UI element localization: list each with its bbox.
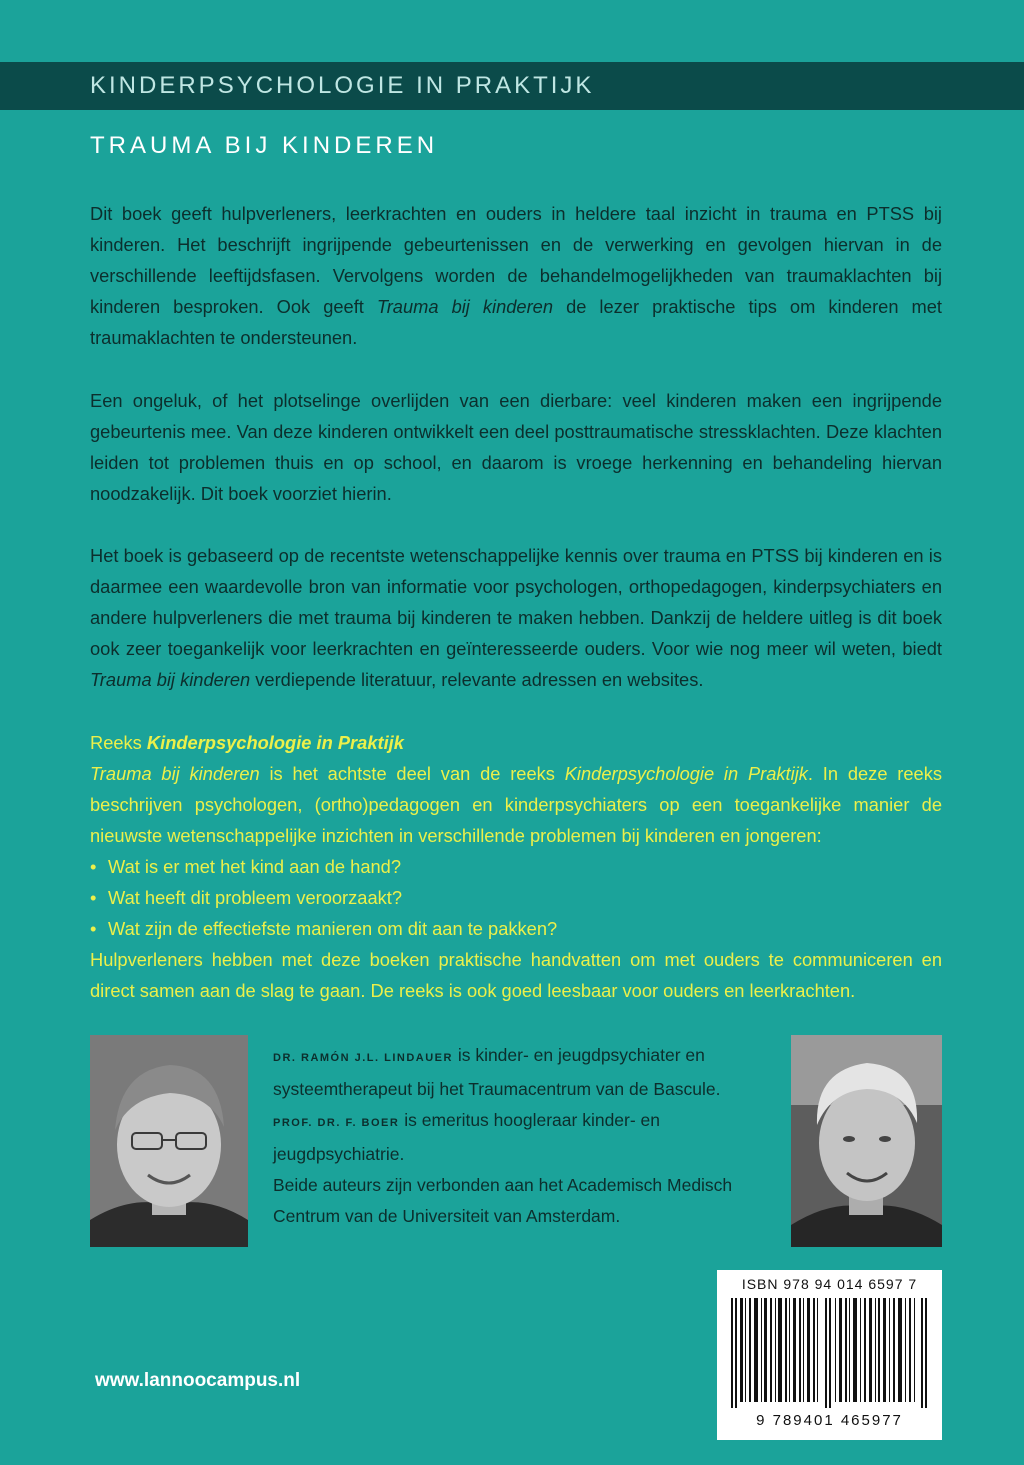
- isbn-label: ISBN 978 94 014 6597 7: [741, 1276, 918, 1292]
- list-item: • Wat is er met het kind aan de hand?: [90, 851, 942, 882]
- author-photo-boer: [791, 1035, 942, 1247]
- series-header-bar: [0, 62, 1024, 110]
- book-title: TRAUMA BIJ KINDEREN: [90, 132, 439, 159]
- series-questions-list: [90, 851, 942, 944]
- barcode-icon: [731, 1298, 928, 1408]
- description-paragraph-3: Het boek is gebaseerd op de recentste wetenschappelijke kennis over trauma en PTSS bij kinderen en is daarmee een waardevolle bron van informatie voor psychologen, orthopedagogen, kinderpsychiaters en andere hulpverleners die met trauma bij kinderen te maken hebben. Dankzij de heldere uitleg is dit boek ook zeer toegankelijk voor leerkrachten en geïnteresseerde ouders. Voor wie nog meer wil weten, biedt Trauma bij kinderen verdiepende literatuur, relevante adressen en websites.: [90, 545, 942, 690]
- portrait-image: [791, 1035, 942, 1247]
- author-bios: [273, 1040, 778, 1232]
- series-info: [90, 727, 942, 1006]
- description-paragraph-1: Dit boek geeft hulpverleners, leerkrachten en ouders in heldere taal inzicht in trauma en PTSS bij kinderen. Het beschrijft ingrijpende gebeurtenissen en de verwerking en gevolgen hiervan in de verschillende leeftijdsfasen. Vervolgens worden de behandelmogelijkheden van traumaklachten bij kinderen besproken. Ook geeft Trauma bij kinderen de lezer praktische tips om kinderen met traumaklachten te ondersteunen.: [90, 203, 942, 348]
- author-affiliation: Beide auteurs zijn verbonden aan het Academisch Medisch Centrum van de Universiteit van Amsterdam.: [273, 1175, 733, 1226]
- portrait-image: [90, 1035, 248, 1247]
- series-closing: Hulpverleners hebben met deze boeken praktische handvatten om met ouders te communiceren en direct samen aan de slag te gaan. De reeks is ook goed leesbaar voor ouders en leerkrachten.: [90, 949, 942, 1001]
- description-paragraph-2: Een ongeluk, of het plotselinge overlijden van een dierbare: veel kinderen maken een ingrijpende gebeurtenis mee. Van deze kinderen ontwikkelt een deel posttraumatische stressklachten. Deze klachten leiden tot problemen thuis en op school, en daarom is vroege herkenning en behandeling hiervan noodzakelijk. Dit boek voorziet hierin.: [90, 390, 942, 504]
- author-photo-lindauer: [90, 1035, 248, 1247]
- series-heading: Reeks Kinderpsychologie in Praktijk: [90, 732, 404, 753]
- barcode-number: 9 789401 465977: [756, 1412, 903, 1429]
- bullet-icon: •: [90, 856, 97, 877]
- series-title: KINDERPSYCHOLOGIE IN PRAKTIJK: [90, 72, 595, 99]
- series-intro: Trauma bij kinderen is het achtste deel van de reeks Kinderpsychologie in Praktijk. In deze reeks beschrijven psychologen, (ortho)pedagogen en kinderpsychiaters op een toegankelijke manier de nieuwste wetenschappelijke inzichten in verschillende problemen bij kinderen en jongeren:: [90, 763, 942, 846]
- bullet-icon: •: [90, 918, 97, 939]
- author-bio-1: DR. RAMÓN J.L. LINDAUER is kinder- en jeugdpsychiater en systeemtherapeut bij het Traumacentrum van de Bascule.: [273, 1045, 721, 1099]
- author-bio-2: PROF. DR. F. BOER is emeritus hoogleraar kinder- en jeugdpsychiatrie.: [273, 1110, 661, 1164]
- list-item: • Wat zijn de effectiefste manieren om dit aan te pakken?: [90, 913, 942, 944]
- list-item: • Wat heeft dit probleem veroorzaakt?: [90, 882, 942, 913]
- barcode-box: [717, 1270, 942, 1440]
- bullet-icon: •: [90, 887, 97, 908]
- publisher-website: www.lannoocampus.nl: [95, 1370, 301, 1391]
